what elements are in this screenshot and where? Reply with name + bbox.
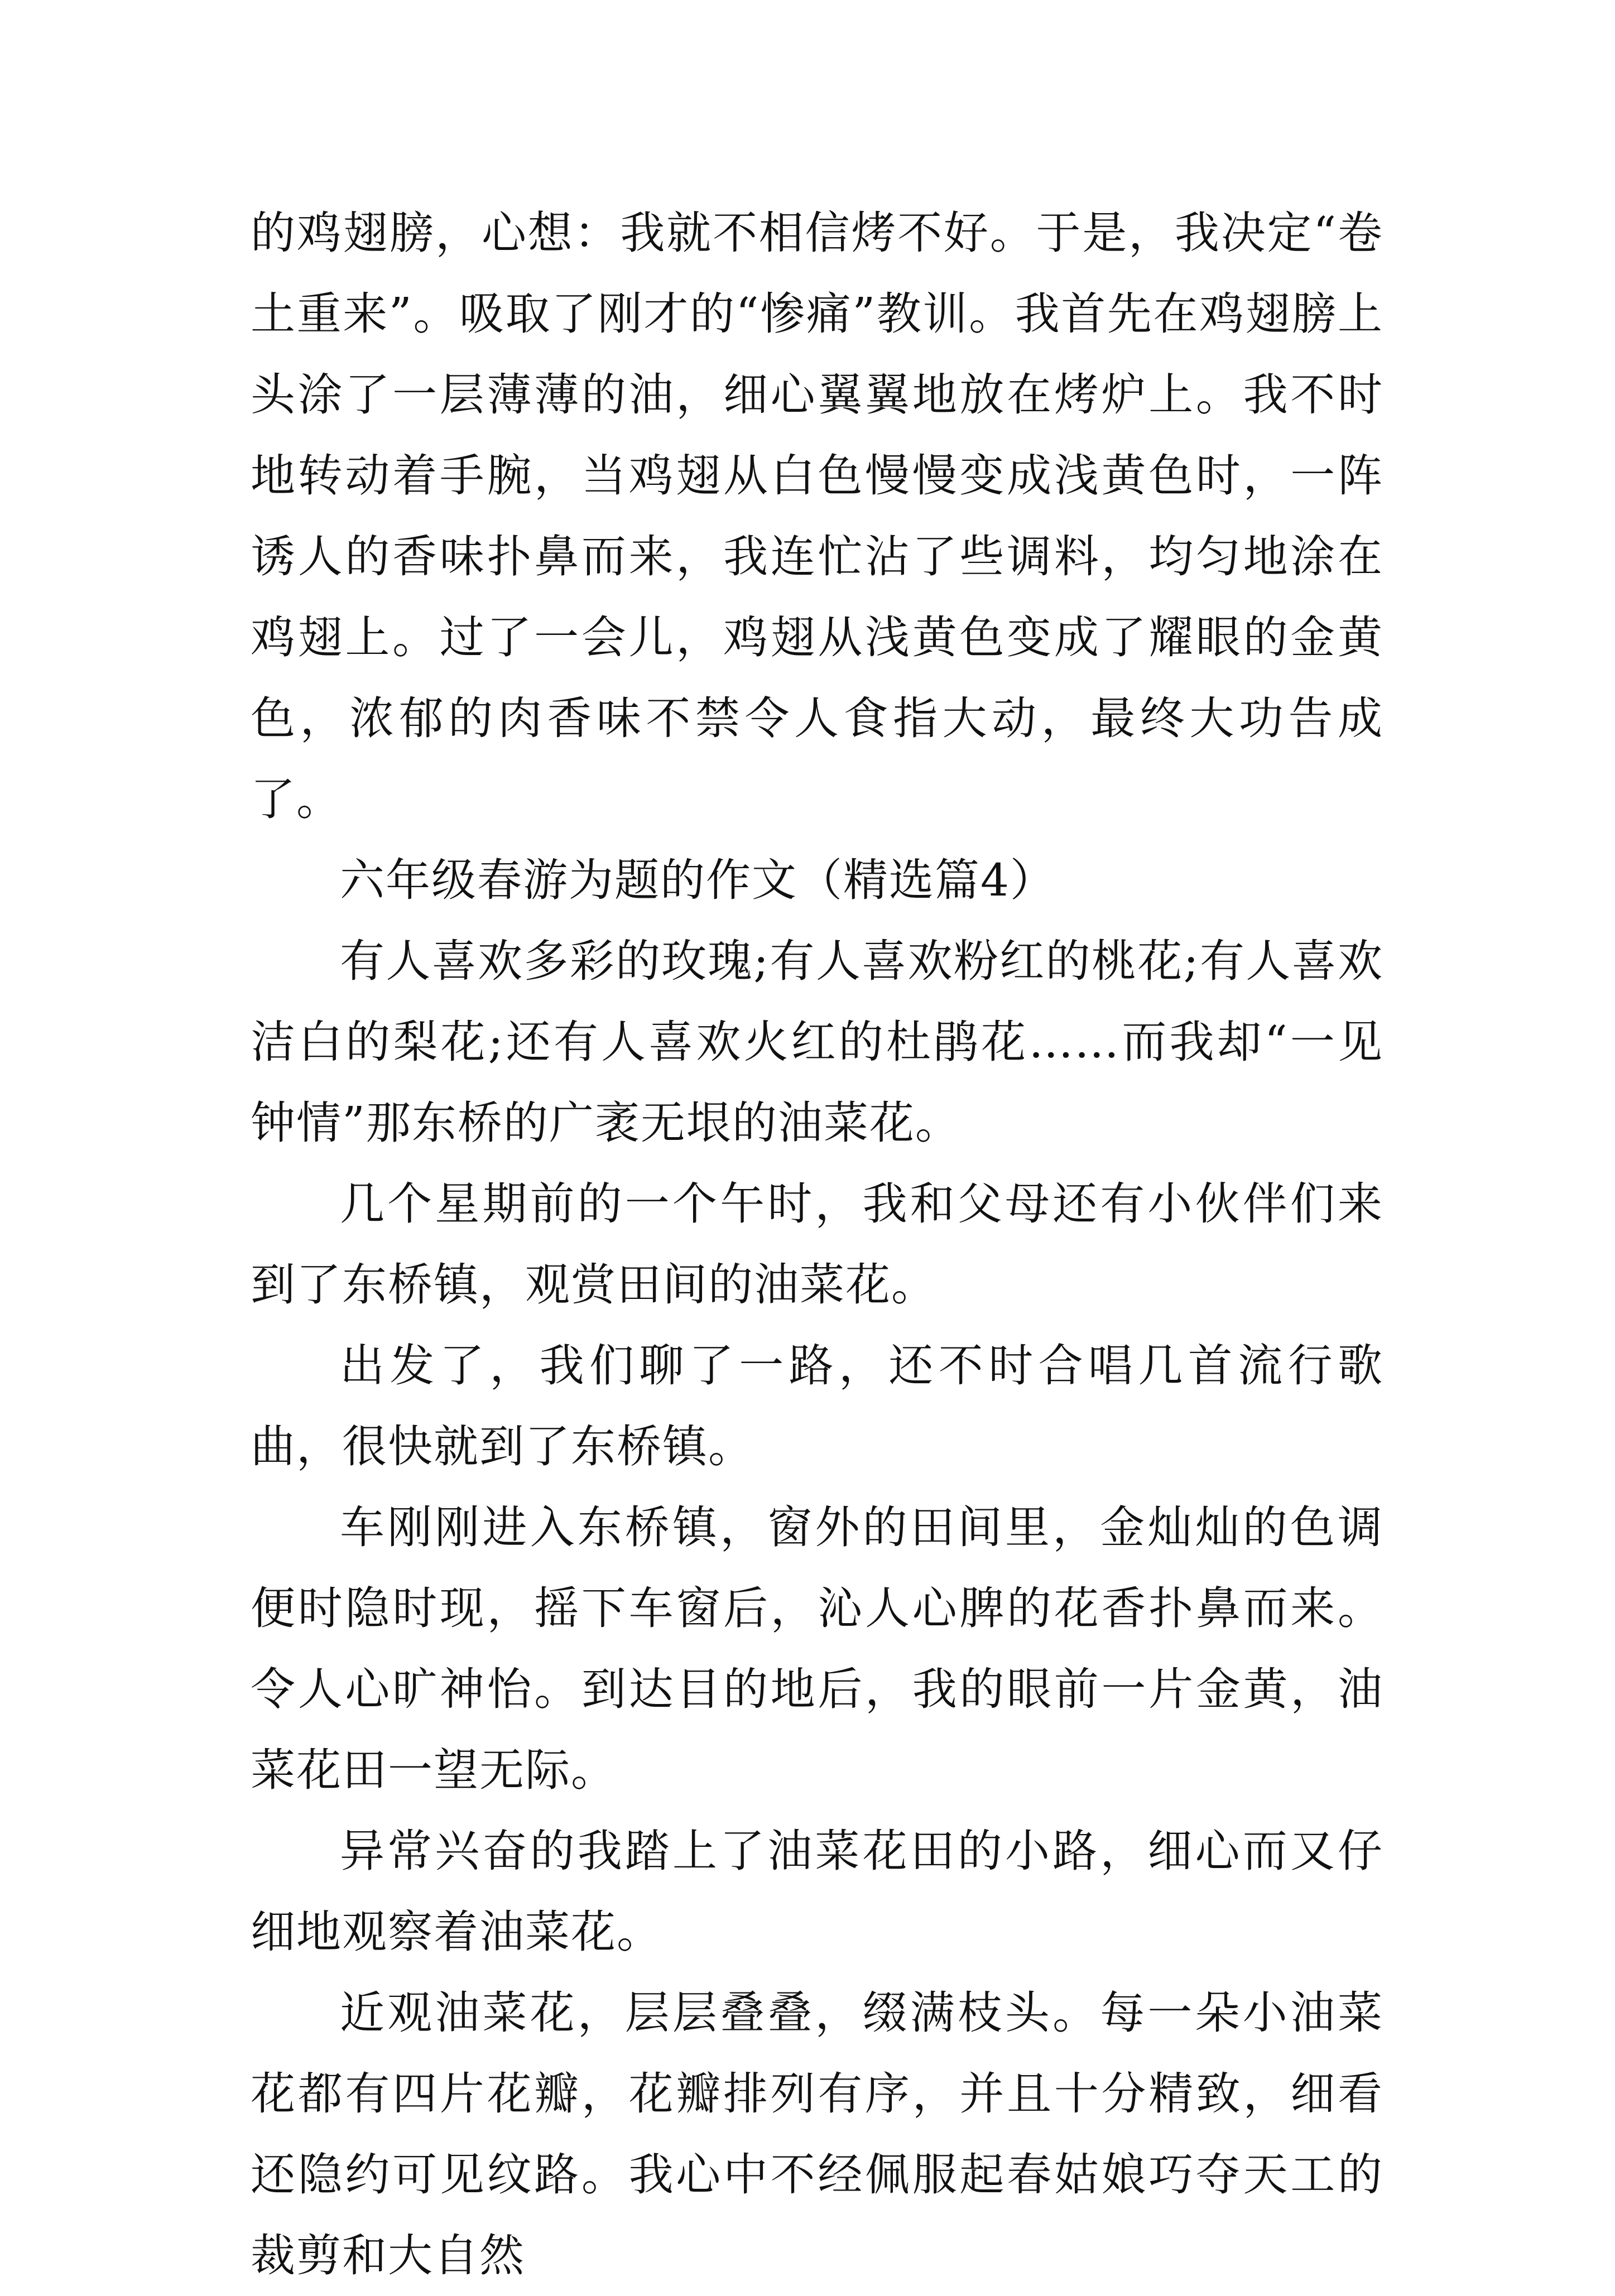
paragraph: 异常兴奋的我踏上了油菜花田的小路，细心而又仔细地观察着油菜花。 — [251, 1825, 1383, 1958]
section-heading: 六年级春游为题的作文（精选篇4） — [340, 854, 1056, 906]
paragraph: 几个星期前的一个午时，我和父母还有小伙伴们来到了东桥镇，观赏田间的油菜花。 — [251, 1178, 1383, 1311]
paragraph: 近观油菜花，层层叠叠，缀满枝头。每一朵小油菜花都有四片花瓣，花瓣排列有序，并且十分精致，细看还隐约可见纹路。我心中不经佩服起春姑娘巧夺天工的裁剪和大自然 — [251, 1987, 1383, 2281]
paragraph: 出发了，我们聊了一路，还不时合唱几首流行歌曲，很快就到了东桥镇。 — [251, 1340, 1383, 1472]
paragraph: 车刚刚进入东桥镇，窗外的田间里，金灿灿的色调便时隐时现，摇下车窗后，沁人心脾的花香扑鼻而来。令人心旷神怡。到达目的地后，我的眼前一片金黄，油菜花田一望无际。 — [251, 1501, 1383, 1796]
document-body — [251, 192, 1383, 2296]
paragraph: 有人喜欢多彩的玫瑰;有人喜欢粉红的桃花;有人喜欢洁白的梨花;还有人喜欢火红的杜鹃花……而我却“一见钟情”那东桥的广袤无垠的油菜花。 — [251, 935, 1383, 1149]
paragraph-continuation: 的鸡翅膀，心想：我就不相信烤不好。于是，我决定“卷土重来”。吸取了刚才的“惨痛”教训。我首先在鸡翅膀上头涂了一层薄薄的油，细心翼翼地放在烤炉上。我不时地转动着手腕，当鸡翅从白色慢慢变成浅黄色时，一阵诱人的香味扑鼻而来，我连忙沾了些调料，均匀地涂在鸡翅上。过了一会儿，鸡翅从浅黄色变成了耀眼的金黄色，浓郁的肉香味不禁令人食指大动，最终大功告成了。 — [251, 207, 1383, 825]
